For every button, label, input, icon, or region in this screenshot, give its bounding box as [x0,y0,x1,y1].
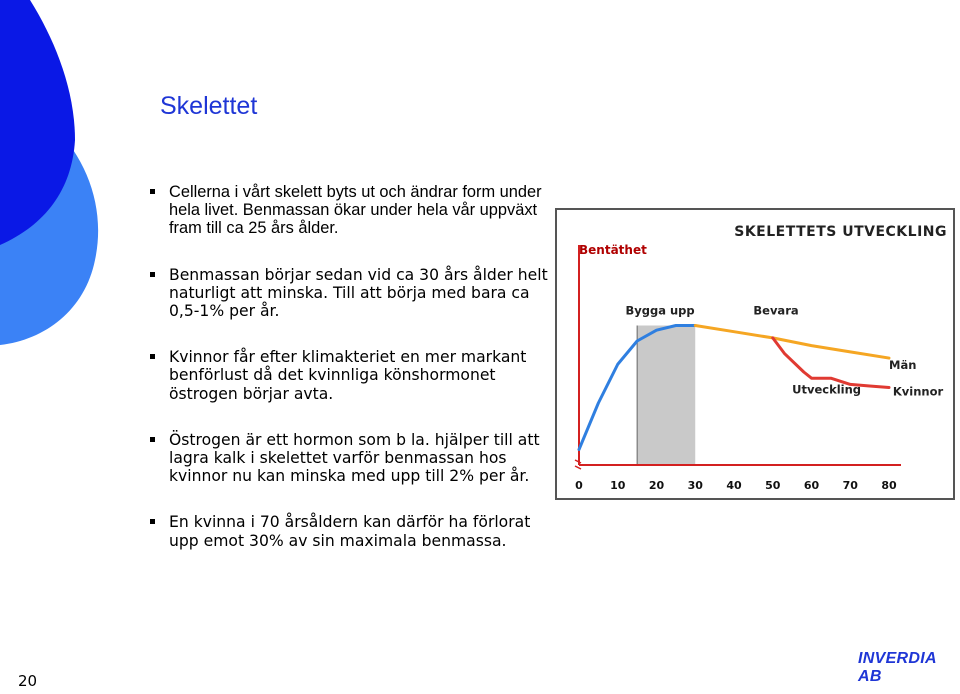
chart-annotation: Kvinnor [892,384,944,399]
chart-annotation: Bevara [753,303,799,318]
x-tick-label: 60 [803,479,820,492]
bullet-item: Östrogen är ett hormon som b la. hjälper till att lagra kalk i skelettet varför benmassan hos kvinnor nu kan minska med upp till 2% per år. [150,431,560,486]
x-tick-label: 10 [610,479,626,492]
page-number: 20 [18,672,38,690]
x-tick-label: 30 [687,479,703,492]
bullet-list [150,183,560,550]
bullet-item: Kvinnor får efter klimakteriet en mer markant benförlust då det kvinnliga könshormonet östrogen börjar avta. [150,348,560,403]
chart-annotation: Bygga upp [625,303,695,318]
chart-annotation: Utveckling [792,382,862,397]
company-logo: INVERDIA AB [858,650,937,685]
series-line-män [695,326,889,359]
x-tick-label: 0 [575,479,583,492]
x-tick-label: 50 [765,479,781,492]
slide-title: Skelettet [160,92,258,120]
bullet-item: En kvinna i 70 årsåldern kan därför ha förlorat upp emot 30% av sin maximala benmassa. [150,513,560,549]
bone-density-chart [555,208,955,500]
x-tick-label: 80 [881,479,897,492]
axis-break-mark [575,466,581,469]
bullet-item: Cellerna i vårt skelett byts ut och ändrar form under hela livet. Benmassan ökar under hela vår uppväxt fram till ca 25 års ålder. [150,183,560,238]
bullet-item: Benmassan börjar sedan vid ca 30 års ålder helt naturligt att minska. Till att börja med bara ca 0,5-1% per år. [150,266,560,321]
x-tick-label: 70 [842,479,858,492]
x-tick-label: 20 [648,479,665,492]
chart-canvas [557,210,953,498]
chart-annotation: Män [889,357,917,372]
series-line-kvinnor [773,338,889,388]
x-tick-label: 40 [726,479,742,492]
chart-title: SKELETTETS UTVECKLING [734,224,947,240]
shaded-region [637,326,695,466]
chart-y-label: Bentäthet [579,243,647,257]
